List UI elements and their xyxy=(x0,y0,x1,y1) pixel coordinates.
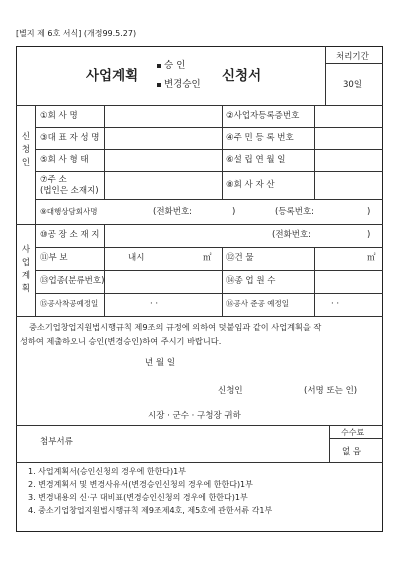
divider xyxy=(329,438,383,439)
construction-start-dots: · · xyxy=(150,299,159,309)
section-label-applicant: 신청인 xyxy=(21,132,31,168)
divider xyxy=(325,46,326,105)
field-site: ⑪부 보 xyxy=(40,253,68,263)
processing-label: 처리기간 xyxy=(336,52,369,62)
divider xyxy=(222,105,223,199)
input-address[interactable] xyxy=(105,172,221,198)
checkbox-approve[interactable] xyxy=(157,64,161,68)
field-industry: ⑬업종(분류번호) xyxy=(40,276,105,286)
field-construction-end: ⑯공사 준공 예정일 xyxy=(226,299,289,308)
attachment-item: 1. 사업계획서(승인신청의 경우에 한한다)1부 xyxy=(28,467,186,476)
attachment-item: 2. 변경계획서 및 변경사유서(변경승인신청의 경우에 한한다)1부 xyxy=(28,480,253,489)
agency-reg-close: ) xyxy=(367,207,371,217)
agency-phone-label: (전화번호: xyxy=(153,207,193,217)
section-label-plan: 사업계획 xyxy=(21,245,31,294)
input-industry[interactable] xyxy=(105,271,221,292)
building-unit: ㎡ xyxy=(367,253,376,263)
checkbox-change[interactable] xyxy=(157,83,161,87)
divider xyxy=(16,425,383,426)
field-company-type: ⑤회 사 형 태 xyxy=(40,155,89,165)
input-employees[interactable] xyxy=(315,271,382,292)
field-company-assets: ⑧회 사 자 산 xyxy=(226,180,275,190)
declaration-applicant: 신청인 xyxy=(218,386,243,396)
field-founding-date: ⑥설 립 연 월 일 xyxy=(226,155,286,165)
construction-end-dots: · · xyxy=(331,299,340,309)
divider xyxy=(222,247,223,316)
factory-phone-close: ) xyxy=(367,230,371,240)
input-resident-no[interactable] xyxy=(315,128,382,148)
agency-reg-label: (등록번호: xyxy=(275,207,315,217)
field-factory-location: ⑩공 장 소 재 지 xyxy=(40,230,100,240)
field-representative: ③대 표 자 성 명 xyxy=(40,133,100,143)
signature-label: (서명 또는 인) xyxy=(304,386,358,396)
fee-value: 없 음 xyxy=(342,447,362,457)
divider xyxy=(329,425,330,462)
divider xyxy=(325,63,383,64)
divider xyxy=(35,247,383,248)
field-resident-no: ④주 민 등 록 번호 xyxy=(226,133,294,143)
option-change-label: 변경승인 xyxy=(164,79,201,90)
processing-value: 30일 xyxy=(343,80,363,90)
agency-phone-close: ) xyxy=(232,207,236,217)
declaration-date: 년 월 일 xyxy=(145,358,176,368)
field-business-reg-no: ②사업자등록증번호 xyxy=(226,111,300,121)
title-main: 사업계획 xyxy=(86,68,139,84)
title-suffix: 신청서 xyxy=(222,68,262,84)
divider xyxy=(35,199,383,200)
input-company-name[interactable] xyxy=(105,106,221,126)
field-address: ⑦주 소 xyxy=(40,175,67,185)
divider xyxy=(35,293,383,294)
input-representative[interactable] xyxy=(105,128,221,148)
attachments-label: 첨부서류 xyxy=(40,437,73,447)
divider xyxy=(16,316,383,317)
site-unit: ㎡ xyxy=(203,253,212,263)
declaration-line1: 중소기업창업지원법시행규칙 제9조의 규정에 의하여 덧붙임과 같이 사업계획을 작 xyxy=(29,322,322,332)
attachment-item: 4. 중소기업창업지원법시행규칙 제9조제4호, 제5호에 관한서류 각1부 xyxy=(28,506,273,515)
input-company-type[interactable] xyxy=(105,150,221,170)
title-option-approve xyxy=(157,61,185,71)
fee-label: 수수료 xyxy=(341,428,365,437)
title-option-change xyxy=(157,80,201,90)
attachment-item: 3. 변경내용의 신·구 대비표(변경승인신청의 경우에 한한다)1부 xyxy=(28,493,248,502)
divider xyxy=(16,462,383,463)
factory-phone-label: (전화번호: xyxy=(272,230,312,240)
declaration-line2: 성하여 제출하오니 승인(변경승인)하여 주시기 바랍니다. xyxy=(20,336,222,346)
site-mid-label: 내시 xyxy=(128,253,145,263)
recipient-label: 시장 · 군수 · 구청장 귀하 xyxy=(148,411,241,421)
input-founding-date[interactable] xyxy=(315,150,382,170)
field-company-name: ①회 사 명 xyxy=(40,111,78,121)
field-address-note: (법인은 소재지) xyxy=(40,186,99,196)
input-company-assets[interactable] xyxy=(315,172,382,198)
divider xyxy=(35,105,36,316)
input-business-reg-no[interactable] xyxy=(315,106,382,126)
form-label: [별지 제 6호 서식] (개정99.5.27) xyxy=(16,29,137,38)
field-building: ⑫건 물 xyxy=(226,253,254,263)
option-approve-label: 승 인 xyxy=(164,60,186,71)
field-agency-name: ⑨대행상담회사명 xyxy=(40,207,98,216)
input-factory-location[interactable] xyxy=(105,225,382,246)
field-employees: ⑭종 업 원 수 xyxy=(226,276,276,286)
field-construction-start: ⑮공사착공예정일 xyxy=(40,299,99,308)
